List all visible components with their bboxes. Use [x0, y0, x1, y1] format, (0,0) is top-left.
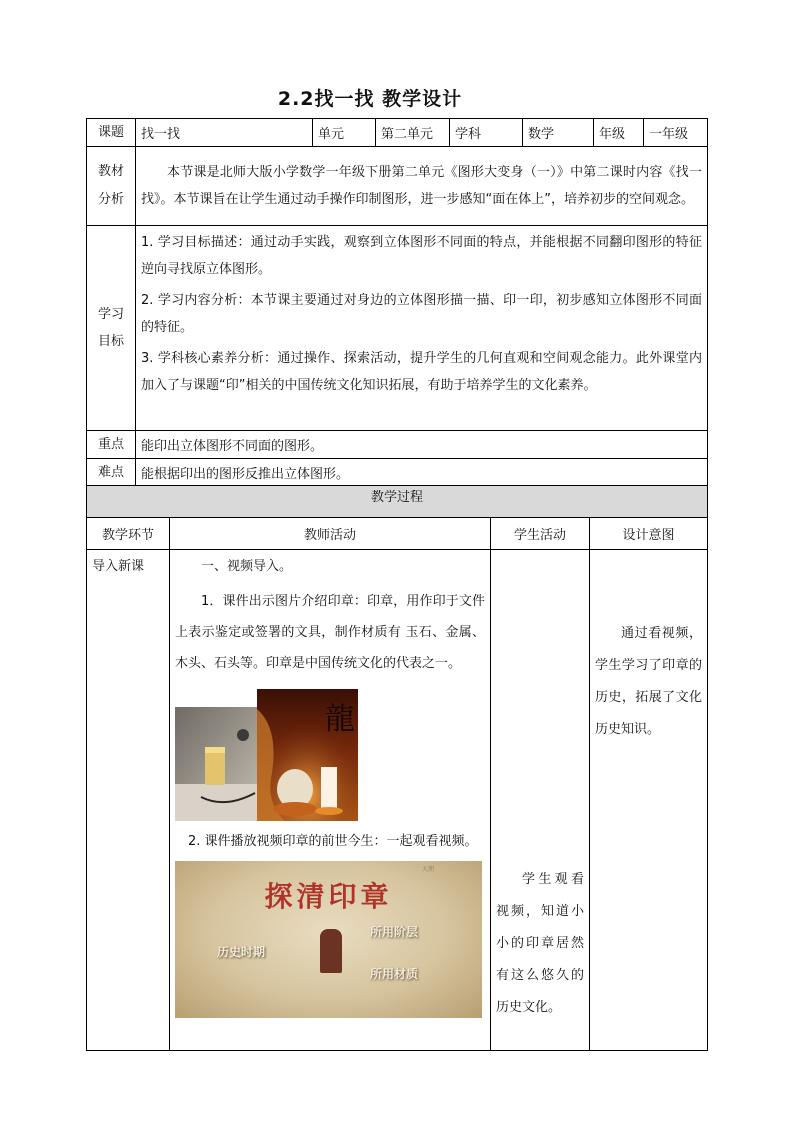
- stage-text: 导入新课: [92, 559, 145, 574]
- goal-item-1: 1. 学习目标描述：通过动手实践，观察到立体图形不同面的特点，并能根据不同翻印图形的特征逆向寻找原立体图形。: [141, 235, 702, 277]
- video-title: 探清印章: [264, 880, 393, 913]
- calligraphy-char: 龍: [325, 702, 355, 737]
- label-goals: [87, 226, 136, 431]
- video-label-right-bottom: 所用材质: [370, 967, 419, 981]
- column-stage: 教学环节: [87, 518, 170, 550]
- seal-photo-svg: [175, 689, 358, 821]
- label-key-point: 重点: [87, 431, 136, 459]
- process-heading: 教学过程: [87, 486, 708, 518]
- goals-cell: [136, 226, 708, 431]
- teacher-p1: 一、视频导入。: [201, 559, 293, 574]
- video-label-right-top: 所用阶层: [370, 925, 419, 939]
- student-text: 学生观看视频，知道小小的印章居然有这么悠久的历史文化。: [496, 872, 584, 1015]
- video-thumbnail[interactable]: [175, 861, 482, 1018]
- difficult-text: 能根据印出的图形反推出立体图形。: [136, 459, 708, 487]
- value-unit: 第二单元: [376, 119, 450, 147]
- teacher-cell: [170, 550, 491, 1051]
- value-subject: 数学: [523, 119, 594, 147]
- analysis-text: 本节课是北师大版小学数学一年级下册第二单元《图形大变身（一）》中第二课时内容《找一找》。本节课旨在让学生通过动手操作印制图形，进一步感知“面在体上”，培养初步的空间观念。: [141, 165, 702, 207]
- label-grade: 年级: [594, 119, 644, 147]
- lesson-info-table: [86, 118, 708, 487]
- key-point-text: 能印出立体图形不同面的图形。: [136, 431, 708, 459]
- column-teacher: 教师活动: [170, 518, 491, 550]
- goal-item-3: 3. 学科核心素养分析：通过操作、探索活动，提升学生的几何直观和空间观念能力。此外课堂内加入了与课题“印”相关的中国传统文化知识拓展，有助于培养学生的文化素养。: [141, 351, 702, 393]
- seal-photo: [175, 689, 358, 821]
- stage-cell: [87, 550, 170, 1051]
- label-subject: 学科: [450, 119, 523, 147]
- column-student: 学生活动: [491, 518, 590, 550]
- video-corner-text: 大朋: [421, 866, 434, 873]
- process-table: [86, 485, 708, 1051]
- seal-icon: [320, 929, 342, 973]
- page-title: 2.2找一找 教学设计: [277, 88, 463, 110]
- video-label-left: 历史时期: [217, 945, 266, 959]
- analysis-label-text: 教材分析: [97, 164, 124, 207]
- intent-cell: [590, 550, 708, 1051]
- label-difficult: 难点: [87, 459, 136, 487]
- label-unit: 单元: [313, 119, 376, 147]
- column-intent: 设计意图: [590, 518, 708, 550]
- label-analysis: [87, 147, 136, 226]
- goals-label-text: 学习目标: [97, 307, 124, 349]
- teacher-p2: 1．课件出示图片介绍印章：印章，用作印于文件上表示鉴定或签署的文具，制作材质有 玉石、金属、木头、石头等。印章是中国传统文化的代表之一。: [175, 594, 485, 671]
- value-grade: 一年级: [644, 119, 708, 147]
- student-cell: [491, 550, 590, 1051]
- analysis-cell: [136, 147, 708, 226]
- label-topic: 课题: [87, 119, 136, 147]
- intent-text: 通过看视频，学生学习了印章的历史，拓展了文化历史知识。: [595, 626, 703, 737]
- teacher-p3: 2. 课件播放视频印章的前世今生：一起观看视频。: [188, 834, 478, 849]
- goal-item-2: 2. 学习内容分析：本节课主要通过对身边的立体图形描一描、印一印，初步感知立体图形不同面的特征。: [141, 293, 702, 335]
- value-topic: 找一找: [136, 119, 313, 147]
